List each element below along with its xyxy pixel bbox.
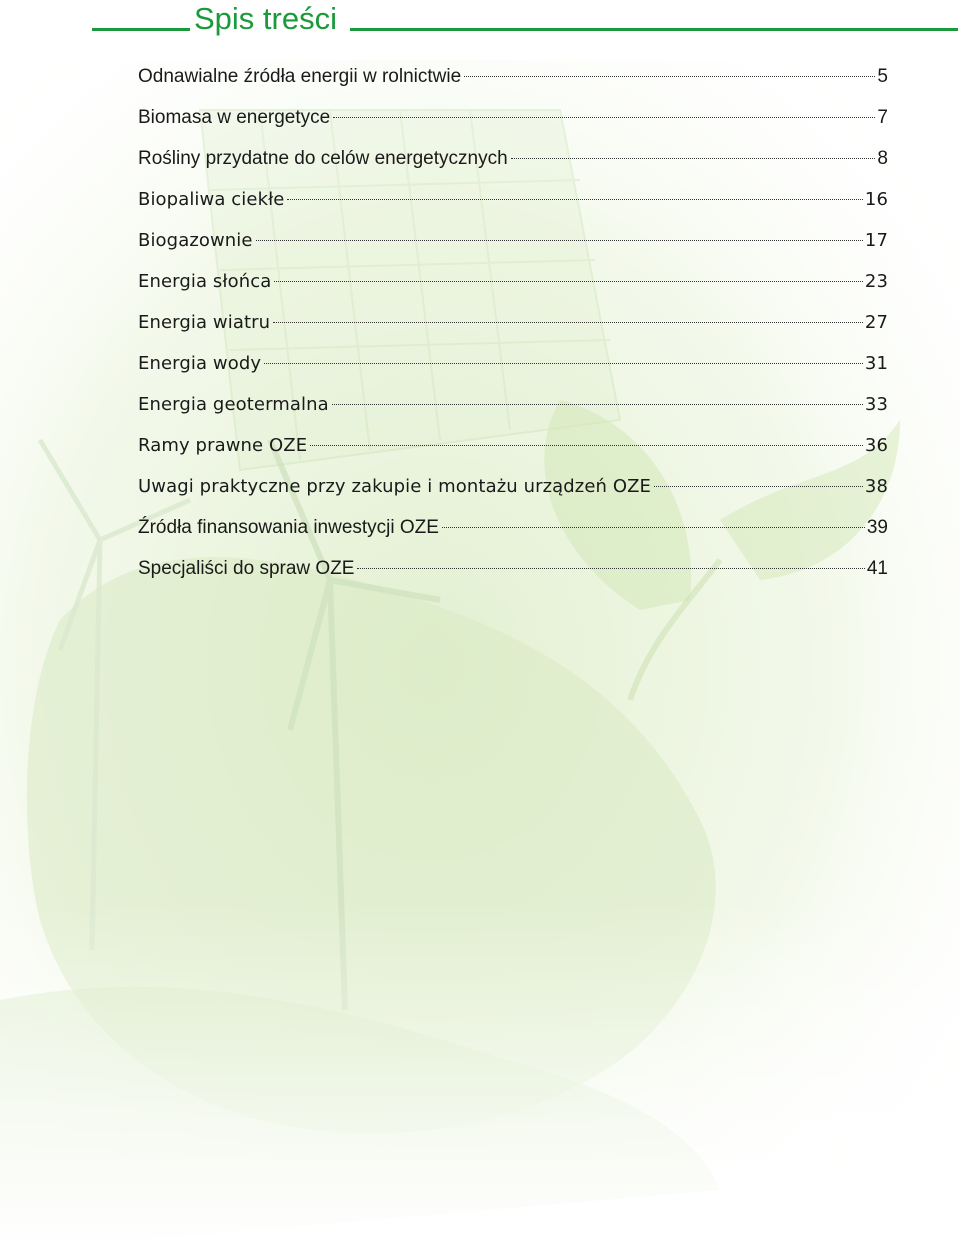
toc-dot-leader <box>442 527 865 528</box>
toc-dot-leader <box>464 76 875 77</box>
toc-entry[interactable] <box>138 267 888 308</box>
toc-entry[interactable] <box>138 472 888 513</box>
toc-dot-leader <box>333 117 875 118</box>
toc-entry[interactable] <box>138 513 888 554</box>
toc-entry-title: Energia wiatru <box>138 312 271 333</box>
page-title: Spis treści <box>194 1 337 36</box>
toc-entry-page: 38 <box>864 476 888 497</box>
toc-entry-title: Uwagi praktyczne przy zakupie i montażu urządzeń OZE <box>138 476 652 497</box>
toc-entry-title: Źródła finansowania inwestycji OZE <box>138 517 439 538</box>
page-header <box>0 0 960 44</box>
toc-entry-page: 36 <box>864 435 888 456</box>
toc-dot-leader <box>273 322 863 323</box>
toc-dot-leader <box>332 404 863 405</box>
toc-entry[interactable] <box>138 62 888 103</box>
toc-entry-title: Odnawialne źródła energii w rolnictwie <box>138 66 462 87</box>
toc-entry[interactable] <box>138 226 888 267</box>
toc-entry-page: 23 <box>864 271 888 292</box>
toc-entry-title: Energia geotermalna <box>138 394 329 415</box>
toc-entry-page: 5 <box>877 66 888 87</box>
toc-entry-title: Specjaliści do spraw OZE <box>138 558 355 579</box>
toc-entry-page: 17 <box>864 230 888 251</box>
toc-entry-title: Biomasa w energetyce <box>138 107 331 128</box>
toc-dot-leader <box>310 445 863 446</box>
toc-entry[interactable] <box>138 390 888 431</box>
toc-entry[interactable] <box>138 349 888 390</box>
toc-dot-leader <box>511 158 876 159</box>
toc-entry-page: 41 <box>866 558 888 579</box>
toc-entry-page: 39 <box>866 517 888 538</box>
toc-entry[interactable] <box>138 308 888 349</box>
toc-entry[interactable] <box>138 185 888 226</box>
toc-entry-page: 16 <box>864 189 888 210</box>
toc-entry-title: Biogazownie <box>138 230 253 251</box>
toc-entry-title: Ramy prawne OZE <box>138 435 308 456</box>
toc-entry-title: Biopaliwa ciekłe <box>138 189 285 210</box>
toc-entry[interactable] <box>138 144 888 185</box>
toc-entry-title: Rośliny przydatne do celów energetycznych <box>138 148 508 169</box>
toc-dot-leader <box>274 281 863 282</box>
toc-entry-page: 33 <box>864 394 888 415</box>
toc-entry-page: 7 <box>877 107 888 128</box>
header-rule-left <box>92 28 190 31</box>
toc-dot-leader <box>357 568 864 569</box>
toc-dot-leader <box>256 240 863 241</box>
toc-dot-leader <box>287 199 862 200</box>
toc-entry-title: Energia słońca <box>138 271 272 292</box>
header-rule-right <box>350 28 958 31</box>
toc-entry[interactable] <box>138 103 888 144</box>
table-of-contents <box>138 62 888 595</box>
toc-entry[interactable] <box>138 431 888 472</box>
toc-entry[interactable] <box>138 554 888 595</box>
toc-entry-page: 31 <box>864 353 888 374</box>
toc-entry-title: Energia wody <box>138 353 262 374</box>
toc-dot-leader <box>654 486 863 487</box>
toc-entry-page: 27 <box>864 312 888 333</box>
toc-entry-page: 8 <box>877 148 888 169</box>
toc-dot-leader <box>264 363 863 364</box>
